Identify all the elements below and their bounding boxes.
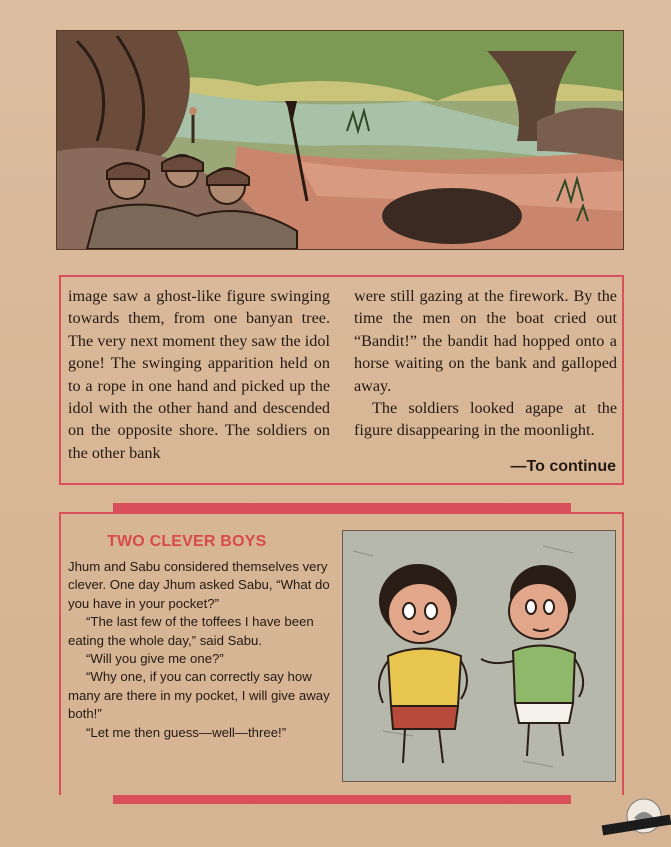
to-continue-label: —To continue: [510, 458, 616, 475]
story-paragraph: image saw a ghost-like figure swinging towards them, from one banyan tree. The very next moment they saw the idol gone! The swinging apparition held on to a rope in one hand and picked up the idol with the other hand and descended on the opposite shore. The soldiers on the other bank: [68, 287, 330, 462]
joke-paragraph: “Will you give me one?”: [86, 651, 224, 667]
joke-paragraph: “Why one, if you can correctly say how many are there in my pocket, I will give away both!”: [68, 669, 330, 722]
joke-paragraph: “Let me then guess—well—three!”: [86, 724, 287, 740]
divider-bar: [113, 503, 571, 512]
joke-paragraph: “The last few of the toffees I have been eating the whole day,” said Sabu.: [68, 614, 314, 648]
two-boys-cartoon: [342, 530, 616, 782]
story-text-box: [59, 275, 624, 485]
jungle-river-soldiers-illustration: [56, 30, 624, 250]
joke-text: [68, 558, 334, 742]
story-column-right: [354, 285, 617, 442]
story-paragraph: were still gazing at the firework. By the time the men on the boat cried out “Bandit!” the bandit had hopped onto a horse waiting on the bank and galloped away.: [354, 287, 617, 395]
joke-paragraph: Jhum and Sabu considered themselves very clever. One day Jhum asked Sabu, “What do you have in your pocket?”: [68, 559, 330, 611]
story-column-left: [68, 285, 330, 464]
joke-title: TWO CLEVER BOYS: [107, 533, 267, 550]
story-paragraph: The soldiers looked agape at the figure disappearing in the moonlight.: [354, 399, 617, 440]
divider-bar: [113, 795, 571, 804]
